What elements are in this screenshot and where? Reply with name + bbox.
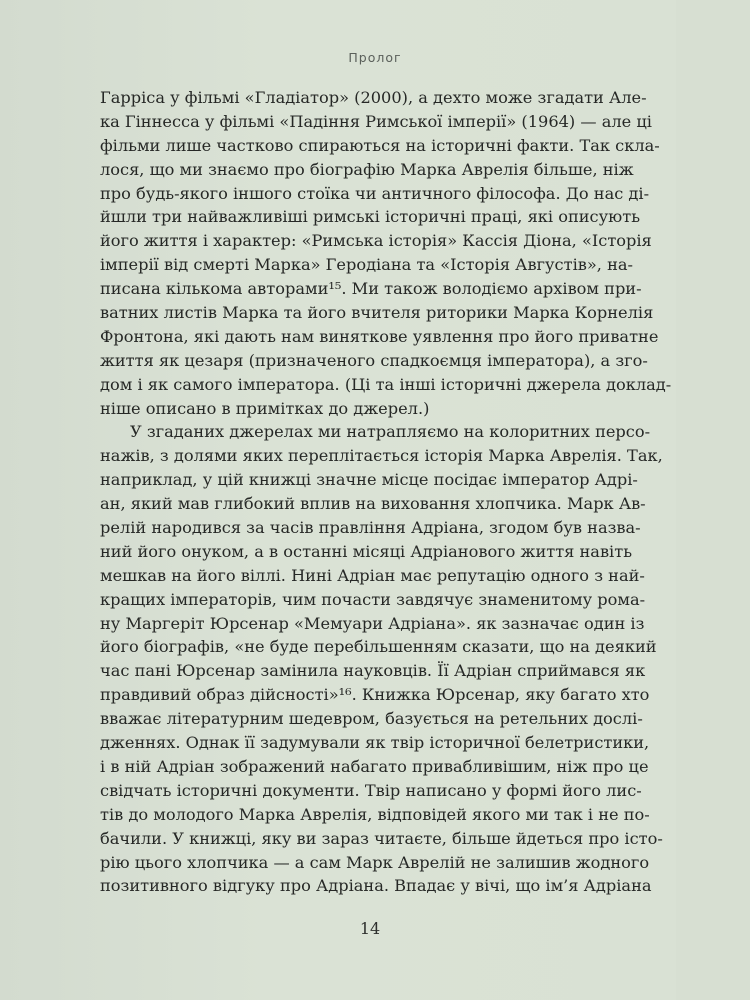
text-line: кращих імператорів, чим почасти завдячує знаменитому рома- (100, 589, 646, 609)
text-line: тів до молодого Марка Аврелія, відповідей якого ми так і не по- (100, 804, 650, 824)
text-line: лося, що ми знаємо про біографію Марка Аврелія більше, ніж (100, 159, 634, 179)
text-line: його біографів, «не буде перебільшенням сказати, що на деякий (100, 637, 657, 657)
text-line: життя як цезаря (призначеного спадкоємця імператора), а зго- (100, 350, 648, 370)
text-line: імперії від смерті Марка» Геродіана та «Історія Августів», на- (100, 255, 633, 275)
text-line: і в ній Адріан зображений набагато привабливішим, ніж про це (100, 756, 649, 776)
text-line: ка Гіннесса у фільмі «Падіння Римської імперії» (1964) — але ці (100, 111, 652, 131)
text-line: У згаданих джерелах ми натрапляємо на колоритних персо- (130, 422, 651, 442)
text-line: наприклад, у цій книжці значне місце посідає імператор Адрі- (100, 470, 638, 490)
text-line: рію цього хлопчика — а сам Марк Аврелій не залишив жодного (100, 852, 650, 872)
text-line: позитивного відгуку про Адріана. Впадає у вічі, що ім’я Адріана (100, 876, 652, 896)
text-line: нажів, з долями яких переплітається історія Марка Аврелія. Так, (100, 446, 663, 466)
text-line: релій народився за часів правління Адріана, згодом був назва- (100, 518, 641, 538)
page-number: 14 (359, 919, 381, 938)
text-line: його життя і характер: «Римська історія» Кассія Діона, «Історія (100, 231, 652, 251)
text-line: писана кількома авторами¹⁵. Ми також володіємо архівом при- (100, 279, 642, 299)
text-line: Фронтона, які дають нам виняткове уявлення про його приватне (100, 326, 659, 346)
text-line: мешкав на його віллі. Нині Адріан має репутацію одного з най- (100, 565, 645, 585)
text-line: ну Маргеріт Юрсенар «Мемуари Адріана». як зазначає один із (100, 613, 645, 633)
text-line: ний його онуком, а в останні місяці Адріанового життя навіть (100, 541, 633, 561)
paragraph-2 (100, 420, 663, 898)
text-line: дженнях. Однак її задумували як твір історичної белетристики, (100, 733, 650, 753)
running-header: Пролог (348, 50, 402, 65)
paragraph-1 (100, 86, 672, 420)
text-line: ватних листів Марка та його вчителя риторики Марка Корнелія (100, 303, 654, 323)
text-line: про будь-якого іншого стоїка чи античного філософа. До нас ді- (100, 183, 650, 203)
text-line: час пані Юрсенар замінила науковців. Її Адріан сприймався як (100, 661, 646, 681)
text-line: йшли три найважливіші римські історичні праці, які описують (100, 207, 641, 227)
text-line: свідчать історичні документи. Твір написано у формі його лис- (100, 780, 642, 800)
text-line: дом і як самого імператора. (Ці та інші історичні джерела доклад- (100, 374, 672, 394)
body-text (100, 86, 672, 898)
text-line: фільми лише частково спираються на історичні факти. Так скла- (100, 135, 660, 155)
text-line: бачили. У книжці, яку ви зараз читаєте, більше йдеться про істо- (100, 828, 663, 848)
text-line: вважає літературним шедевром, базується на ретельних дослі- (100, 709, 643, 729)
text-line: ан, який мав глибокий вплив на виховання хлопчика. Марк Ав- (100, 494, 646, 514)
text-line: Гарріса у фільмі «Гладіатор» (2000), а дехто може згадати Але- (100, 88, 647, 107)
text-line: правдивий образ дійсності»¹⁶. Книжка Юрсенар, яку багато хто (100, 685, 650, 705)
text-line: ніше описано в примітках до джерел.) (100, 398, 430, 418)
